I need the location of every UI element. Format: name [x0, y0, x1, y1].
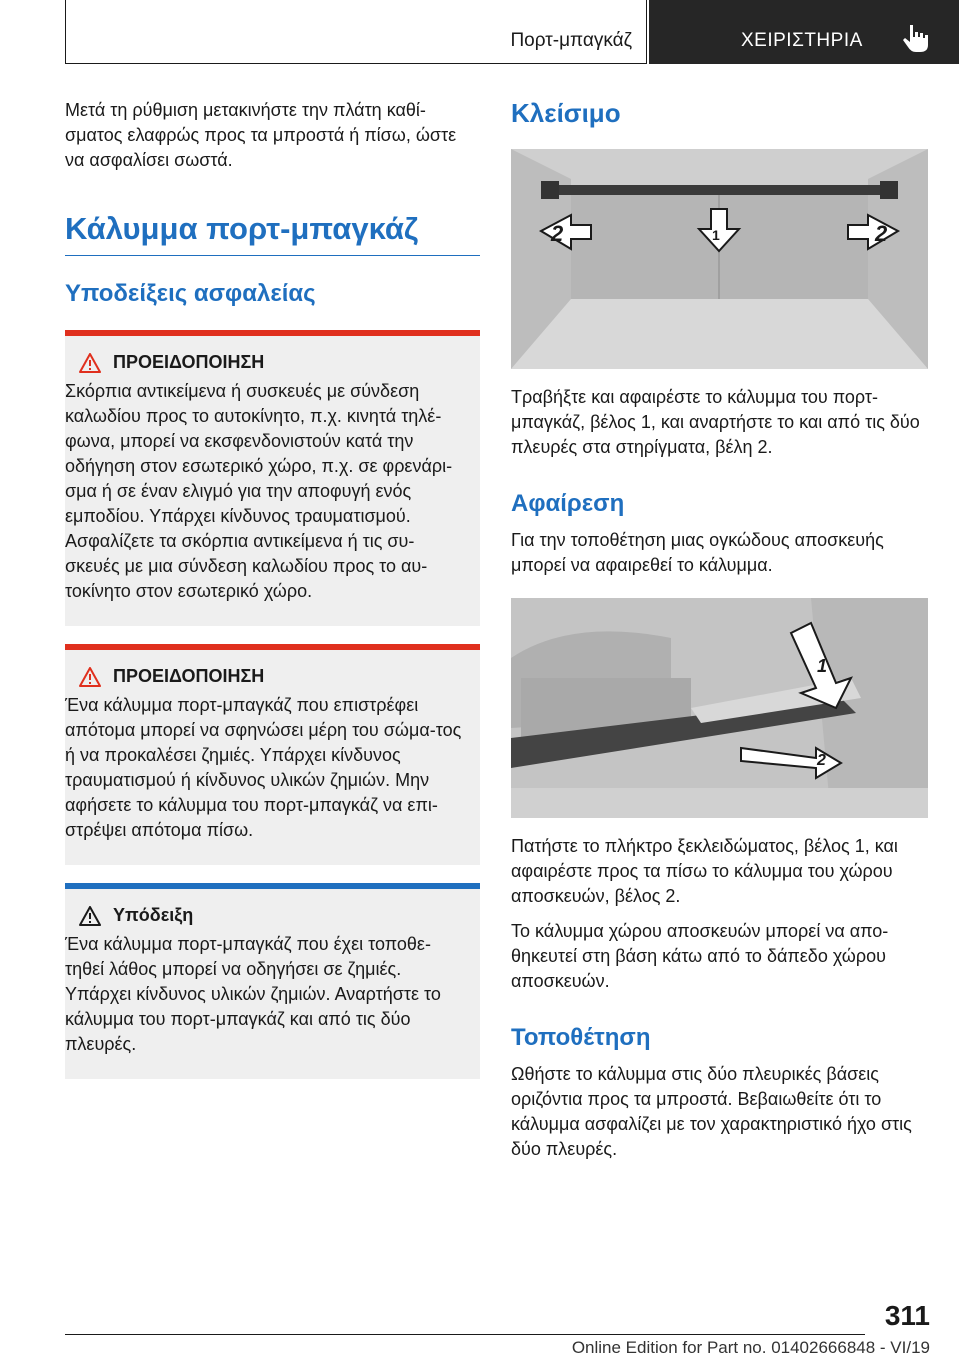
figure-closing-illustration	[511, 149, 928, 369]
warning-box-1	[65, 330, 480, 626]
notice-triangle-icon	[79, 906, 101, 926]
heading-block	[65, 211, 480, 256]
warning-title-text-2: ΠΡΟΕΙΔΟΠΟΙΗΣΗ	[113, 666, 265, 686]
warning-text-2: Ένα κάλυμμα πορτ-μπαγκάζ που επιστρέφει απότομα μπορεί να σφηνώσει μέρη του σώμα-τος ή να προκαλέσει ζημιές. Υπάρχει κίνδυνος τραυματισμού ή κίνδυνος υλικών ζημιών. Μην αφήσετε το κάλυμμα του πορτ-μπαγκάζ να επι-στρέψει απότομα πίσω.	[65, 695, 462, 840]
removal-intro: Για την τοποθέτηση μιας ογκώδους αποσκευής μπορεί να αφαιρεθεί το κάλυμμα.	[511, 530, 884, 575]
page-number: 311	[884, 1300, 930, 1331]
warning-triangle-icon	[79, 353, 101, 373]
notice-title-text: Υπόδειξη	[113, 905, 194, 925]
warning-text-1: Σκόρπια αντικείμενα ή συσκευές με σύνδεση καλωδίου προς το αυτοκίνητο, π.χ. κινητά τηλέ-φωνα, μπορεί να εκσφενδονιστούν κατά την οδήγηση στον εσωτερικό χώρο, π.χ. σε φρενάρι-σμα ή σε έναν ελιγμό για την αποφυγή ενός εμποδίου. Υπάρχει κίνδυνος τραυματισμού. Ασφαλίζετε τα σκόρπια αντικείμενα ή τις συ-σκευές με μια σύνδεση καλωδίου προς το αυ-τοκίνητο στον εσωτερικό χώρο.	[65, 381, 453, 601]
removal-text-1: Πατήστε το πλήκτρο ξεκλειδώματος, βέλος 1, και αφαιρέστε προς τα πίσω το κάλυμμα του χώρου αποσκευών, βέλος 2.	[511, 836, 898, 906]
removal-text-2: Το κάλυμμα χώρου αποσκευών μπορεί να απο-θηκευτεί στη βάση κάτω από το δάπεδο χώρου αποσκευών.	[511, 921, 889, 991]
section-title: Πορτ-μπαγκάζ	[510, 30, 632, 51]
safety-subheading: Υποδείξεις ασφαλείας	[65, 280, 316, 307]
notice-text: Ένα κάλυμμα πορτ-μπαγκάζ που έχει τοποθε-τηθεί λάθος μπορεί να οδηγήσει σε ζημιές. Υπάρχει κίνδυνος υλικών ζημιών. Αναρτήστε το κάλυμμα του πορτ-μπαγκάζ και από τις δύο πλευρές.	[65, 934, 441, 1054]
install-heading: Τοποθέτηση	[511, 1024, 651, 1051]
figure-closing	[511, 149, 928, 369]
chapter-tab	[649, 0, 959, 64]
chapter-title: ΧΕΙΡΙΣΤΗΡΙΑ	[741, 30, 863, 51]
figure-removal	[511, 598, 928, 818]
install-text: Ωθήστε το κάλυμμα στις δύο πλευρικές βάσεις οριζόντια προς τα μπροστά. Βεβαιωθείτε ότι το κάλυμμα ασφαλίζει με τον χαρακτηριστικό ήχο στις δύο πλευρές.	[511, 1064, 912, 1159]
closing-text: Τραβήξτε και αφαιρέστε το κάλυμμα του πορτ-μπαγκάζ, βέλος 1, και αναρτήστε το και από τις δύο πλευρές στα στηρίγματα, βέλη 2.	[511, 387, 920, 457]
warning-title-2	[65, 666, 468, 687]
notice-box	[65, 883, 480, 1079]
notice-title	[65, 905, 468, 926]
figure-closing-label-center: 1	[712, 227, 720, 243]
warning-box-2	[65, 644, 480, 865]
figure-removal-label-1: 1	[817, 656, 828, 676]
warning-triangle-icon	[79, 667, 101, 687]
removal-heading: Αφαίρεση	[511, 490, 625, 517]
right-column	[511, 98, 928, 1162]
figure-removal-illustration	[511, 598, 928, 818]
closing-heading: Κλείσιμο	[511, 98, 621, 128]
main-heading: Κάλυμμα πορτ-μπαγκάζ	[65, 211, 419, 246]
hand-pointer-icon	[901, 22, 931, 54]
page-header	[65, 0, 959, 64]
figure-closing-label-right: 2	[875, 221, 888, 246]
intro-paragraph: Μετά τη ρύθμιση μετακινήστε την πλάτη καθί-σματος ελαφρώς προς τα μπροστά ή πίσω, ώστε να ασφαλίσει σωστά.	[65, 100, 457, 170]
footer-rule	[65, 1334, 865, 1335]
footer-edition: Online Edition for Part no. 01402666848 - VI/19	[571, 1338, 930, 1357]
figure-removal-label-2: 2	[817, 752, 826, 769]
warning-title-text-1: ΠΡΟΕΙΔΟΠΟΙΗΣΗ	[113, 352, 265, 372]
figure-closing-label-left: 2	[551, 221, 564, 246]
section-tab	[65, 0, 647, 64]
warning-title-1	[65, 352, 468, 373]
left-column	[65, 98, 480, 1079]
